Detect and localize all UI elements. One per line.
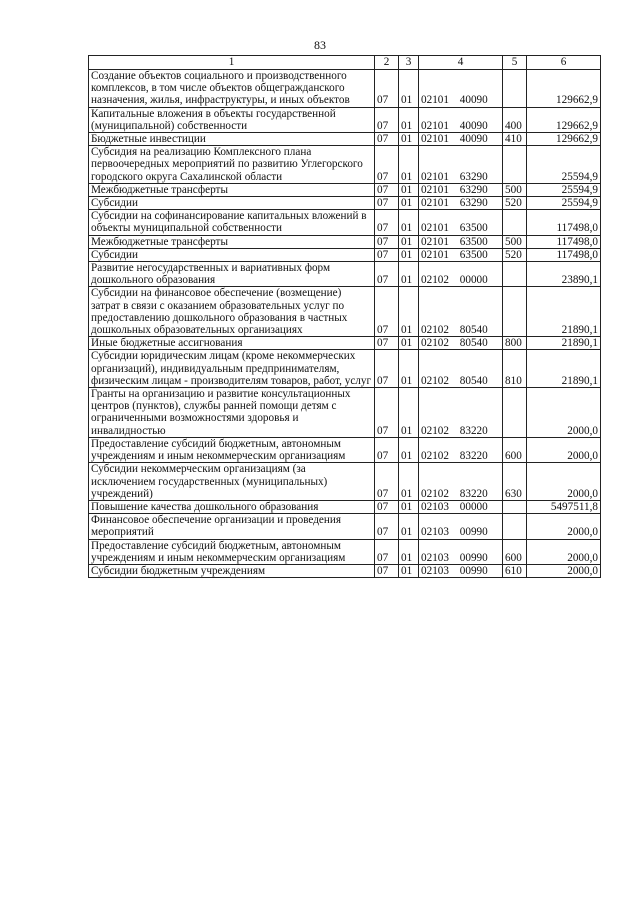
row-section: 07 <box>375 463 399 501</box>
table-row <box>89 514 601 539</box>
column-header: 5 <box>503 56 527 70</box>
row-name: Субсидии некоммерческим организациям (за исключением государственных (муниципальных) учреждений) <box>89 463 375 501</box>
row-name: Капитальные вложения в объекты государственной (муниципальной) собственности <box>89 107 375 132</box>
row-expense-type: 600 <box>503 437 527 462</box>
row-amount: 2000,0 <box>527 539 601 564</box>
row-amount: 129662,9 <box>527 70 601 108</box>
table-row <box>89 197 601 210</box>
row-target-code: 02101 63500 <box>419 210 503 235</box>
row-expense-type: 400 <box>503 107 527 132</box>
row-amount: 21890,1 <box>527 350 601 388</box>
row-subsection: 01 <box>399 210 419 235</box>
row-target-code: 02101 63500 <box>419 248 503 261</box>
row-target-code: 02103 00990 <box>419 539 503 564</box>
column-header: 2 <box>375 56 399 70</box>
row-expense-type <box>503 388 527 438</box>
row-section: 07 <box>375 183 399 196</box>
row-subsection: 01 <box>399 500 419 513</box>
row-target-code: 02101 63290 <box>419 183 503 196</box>
row-amount: 25594,9 <box>527 197 601 210</box>
row-target-code: 02101 40090 <box>419 133 503 146</box>
row-amount: 2000,0 <box>527 514 601 539</box>
table-row <box>89 539 601 564</box>
row-expense-type: 500 <box>503 235 527 248</box>
row-target-code: 02102 83220 <box>419 463 503 501</box>
row-subsection: 01 <box>399 235 419 248</box>
row-expense-type: 600 <box>503 539 527 564</box>
row-target-code: 02102 00000 <box>419 262 503 287</box>
table-row <box>89 337 601 350</box>
table-row <box>89 564 601 577</box>
row-expense-type <box>503 70 527 108</box>
row-subsection: 01 <box>399 133 419 146</box>
table-row <box>89 107 601 132</box>
row-name: Развитие негосударственных и вариативных форм дошкольного образования <box>89 262 375 287</box>
row-name: Субсидии на финансовое обеспечение (возмещение) затрат в связи с оказанием образовательных услуг по предоставлению дошкольного образования в частных дошкольных образовательных организациях <box>89 287 375 337</box>
row-section: 07 <box>375 133 399 146</box>
row-target-code: 02103 00000 <box>419 500 503 513</box>
row-target-code: 02101 63500 <box>419 235 503 248</box>
row-amount: 23890,1 <box>527 262 601 287</box>
row-subsection: 01 <box>399 183 419 196</box>
row-name: Субсидия на реализацию Комплексного плана первоочередных мероприятий по развитию Углегорского городского округа Сахалинской области <box>89 146 375 184</box>
row-subsection: 01 <box>399 262 419 287</box>
row-subsection: 01 <box>399 437 419 462</box>
row-amount: 129662,9 <box>527 107 601 132</box>
row-section: 07 <box>375 350 399 388</box>
row-amount: 21890,1 <box>527 337 601 350</box>
row-amount: 25594,9 <box>527 183 601 196</box>
row-subsection: 01 <box>399 70 419 108</box>
row-expense-type: 610 <box>503 564 527 577</box>
row-expense-type: 500 <box>503 183 527 196</box>
row-subsection: 01 <box>399 337 419 350</box>
row-target-code: 02103 00990 <box>419 564 503 577</box>
row-section: 07 <box>375 500 399 513</box>
row-amount: 117498,0 <box>527 248 601 261</box>
row-expense-type: 810 <box>503 350 527 388</box>
row-section: 07 <box>375 210 399 235</box>
column-header: 3 <box>399 56 419 70</box>
table-row <box>89 262 601 287</box>
row-name: Субсидии на софинансирование капитальных вложений в объекты муниципальной собственности <box>89 210 375 235</box>
row-amount: 2000,0 <box>527 564 601 577</box>
column-header: 1 <box>89 56 375 70</box>
row-subsection: 01 <box>399 564 419 577</box>
row-section: 07 <box>375 564 399 577</box>
row-target-code: 02101 63290 <box>419 197 503 210</box>
row-name: Повышение качества дошкольного образования <box>89 500 375 513</box>
row-name: Субсидии юридическим лицам (кроме некоммерческих организаций), индивидуальным предпринимателям, физическим лицам - производителям товаров, работ, услуг <box>89 350 375 388</box>
row-expense-type: 800 <box>503 337 527 350</box>
column-header: 6 <box>527 56 601 70</box>
row-name: Предоставление субсидий бюджетным, автономным учреждениям и иным некоммерческим организациям <box>89 437 375 462</box>
row-target-code: 02101 63290 <box>419 146 503 184</box>
row-amount: 117498,0 <box>527 235 601 248</box>
row-name: Гранты на организацию и развитие консультационных центров (пунктов), службы ранней помощи детям с ограниченными возможностями здоровья и инвалидностью <box>89 388 375 438</box>
row-section: 07 <box>375 388 399 438</box>
row-section: 07 <box>375 248 399 261</box>
table-row <box>89 235 601 248</box>
row-section: 07 <box>375 337 399 350</box>
row-section: 07 <box>375 262 399 287</box>
column-header: 4 <box>419 56 503 70</box>
row-amount: 129662,9 <box>527 133 601 146</box>
row-name: Субсидии <box>89 197 375 210</box>
row-expense-type <box>503 146 527 184</box>
row-target-code: 02102 83220 <box>419 388 503 438</box>
row-amount: 2000,0 <box>527 437 601 462</box>
row-name: Финансовое обеспечение организации и проведения мероприятий <box>89 514 375 539</box>
row-subsection: 01 <box>399 248 419 261</box>
header-row <box>89 56 601 70</box>
row-amount: 25594,9 <box>527 146 601 184</box>
row-subsection: 01 <box>399 463 419 501</box>
table-row <box>89 437 601 462</box>
table-row <box>89 500 601 513</box>
table-row <box>89 70 601 108</box>
table-row <box>89 248 601 261</box>
row-expense-type <box>503 287 527 337</box>
row-subsection: 01 <box>399 197 419 210</box>
row-expense-type: 410 <box>503 133 527 146</box>
row-section: 07 <box>375 70 399 108</box>
row-name: Бюджетные инвестиции <box>89 133 375 146</box>
row-name: Межбюджетные трансферты <box>89 183 375 196</box>
row-section: 07 <box>375 287 399 337</box>
table-row <box>89 287 601 337</box>
row-subsection: 01 <box>399 539 419 564</box>
table-row <box>89 210 601 235</box>
row-expense-type: 520 <box>503 248 527 261</box>
row-subsection: 01 <box>399 287 419 337</box>
row-subsection: 01 <box>399 388 419 438</box>
row-section: 07 <box>375 197 399 210</box>
row-section: 07 <box>375 437 399 462</box>
table-row <box>89 350 601 388</box>
table-row <box>89 183 601 196</box>
budget-table <box>88 55 601 578</box>
row-section: 07 <box>375 235 399 248</box>
row-target-code: 02102 80540 <box>419 337 503 350</box>
row-name: Иные бюджетные ассигнования <box>89 337 375 350</box>
row-subsection: 01 <box>399 107 419 132</box>
row-section: 07 <box>375 514 399 539</box>
table-row <box>89 463 601 501</box>
row-subsection: 01 <box>399 146 419 184</box>
row-expense-type: 630 <box>503 463 527 501</box>
table-row <box>89 388 601 438</box>
row-amount: 21890,1 <box>527 287 601 337</box>
row-expense-type <box>503 514 527 539</box>
row-target-code: 02102 80540 <box>419 287 503 337</box>
row-name: Предоставление субсидий бюджетным, автономным учреждениям и иным некоммерческим организациям <box>89 539 375 564</box>
row-amount: 2000,0 <box>527 463 601 501</box>
row-name: Создание объектов социального и производственного комплексов, в том числе объектов общегражданского назначения, жилья, инфраструктуры, и иных объектов <box>89 70 375 108</box>
row-expense-type <box>503 210 527 235</box>
row-name: Субсидии <box>89 248 375 261</box>
row-section: 07 <box>375 107 399 132</box>
row-expense-type: 520 <box>503 197 527 210</box>
row-name: Субсидии бюджетным учреждениям <box>89 564 375 577</box>
row-subsection: 01 <box>399 514 419 539</box>
row-target-code: 02101 40090 <box>419 70 503 108</box>
row-subsection: 01 <box>399 350 419 388</box>
row-target-code: 02102 83220 <box>419 437 503 462</box>
row-amount: 117498,0 <box>527 210 601 235</box>
row-name: Межбюджетные трансферты <box>89 235 375 248</box>
page-number: 83 <box>314 38 326 52</box>
row-target-code: 02101 40090 <box>419 107 503 132</box>
row-expense-type <box>503 262 527 287</box>
table-row <box>89 146 601 184</box>
row-amount: 5497511,8 <box>527 500 601 513</box>
table-row <box>89 133 601 146</box>
row-expense-type <box>503 500 527 513</box>
row-target-code: 02102 80540 <box>419 350 503 388</box>
row-section: 07 <box>375 539 399 564</box>
row-target-code: 02103 00990 <box>419 514 503 539</box>
row-section: 07 <box>375 146 399 184</box>
row-amount: 2000,0 <box>527 388 601 438</box>
